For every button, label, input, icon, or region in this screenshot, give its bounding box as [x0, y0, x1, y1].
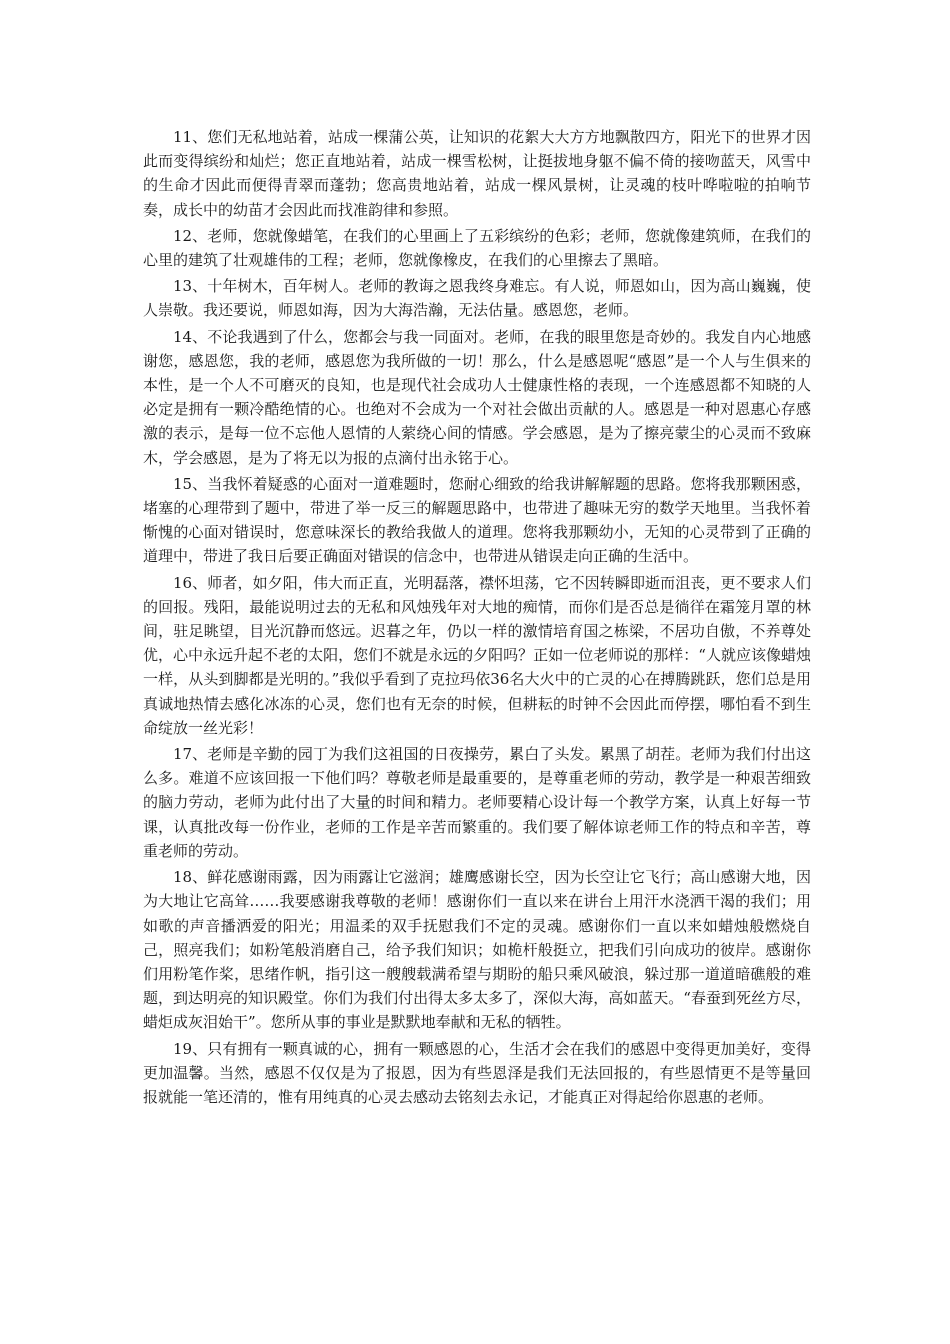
paragraph-11: 11、您们无私地站着，站成一棵蒲公英，让知识的花絮大大方方地飘散四方，阳光下的世界才因此而变得缤纷和灿烂；您正直地站着，站成一棵雪松树，让挺拔地身躯不偏不倚的接吻蓝天，风雪中的生命才因此而便得青翠而蓬勃；您高贵地站着，站成一棵风景树，让灵魂的枝叶哗啦啦的拍响节奏，成长中的幼苗才会因此而找准韵律和参照。 — [143, 128, 811, 219]
paragraph-13: 13、十年树木，百年树人。老师的教诲之恩我终身难忘。有人说，师恩如山，因为高山巍巍，使人崇敬。我还要说，师恩如海，因为大海浩瀚，无法估量。感恩您，老师。 — [143, 277, 811, 320]
paragraph-15: 15、当我怀着疑惑的心面对一道难题时，您耐心细致的给我讲解解题的思路。您将我那颗困惑，堵塞的心理带到了题中，带进了举一反三的解题思路中，也带进了趣味无穷的数学天地里。当我怀着惭愧的心面对错误时，您意味深长的教给我做人的道理。您将我那颗幼小，无知的心灵带到了正确的道理中，带进了我日后要正确面对错误的信念中，也带进从错误走向正确的生活中。 — [143, 474, 811, 566]
paragraph-14: 14、不论我遇到了什么，您都会与我一同面对。老师，在我的眼里您是奇妙的。我发自内心地感谢您，感恩您，我的老师，感恩您为我所做的一切！那么，什么是感恩呢“感恩”是一个人与生俱来的本性，是一个人不可磨灭的良知，也是现代社会成功人士健康性格的表现，一个连感恩都不知晓的人必定是拥有一颗冷酷绝情的心。也绝对不会成为一个对社会做出贡献的人。感恩是一种对恩惠心存感激的表示，是每一位不忘他人恩情的人萦绕心间的情感。学会感恩，是为了擦亮蒙尘的心灵而不致麻木，学会感恩，是为了将无以为报的点滴付出永铭于心。 — [143, 327, 811, 467]
paragraph-16: 16、师者，如夕阳，伟大而正直，光明磊落，襟怀坦荡，它不因转瞬即逝而沮丧，更不要求人们的回报。残阳，最能说明过去的无私和风烛残年对大地的痴情，而你们是否总是徜徉在霜笼月罩的林间，驻足眺望，目光沉静而悠远。迟暮之年，仍以一样的激情培育国之栋梁，不居功自傲，不养尊处优，心中永远升起不老的太阳，您们不就是永远的夕阳吗？正如一位老师说的那样：“人就应该像蜡烛一样，从头到脚都是光明的。”我似乎看到了克拉玛依36名大火中的亡灵的心在搏腾跳跃，您们总是用真诚地热情去感化冰冻的心灵，您们也有无奈的时候，但耕耘的时钟不会因此而停摆，哪怕看不到生命绽放一丝光彩！ — [143, 573, 811, 737]
document-body — [143, 125, 811, 1111]
paragraph-12: 12、老师，您就像蜡笔，在我们的心里画上了五彩缤纷的色彩；老师，您就像建筑师，在我们的心里的建筑了壮观雄伟的工程；老师，您就像橡皮，在我们的心里擦去了黑暗。 — [143, 226, 811, 270]
paragraph-19: 19、只有拥有一颗真诚的心，拥有一颗感恩的心，生活才会在我们的感恩中变得更加美好，变得更加温馨。当然，感恩不仅仅是为了报恩，因为有些恩泽是我们无法回报的，有些恩情更不是等量回报就能一笔还清的，惟有用纯真的心灵去感动去铭刻去永记，才能真正对得起给你恩惠的老师。 — [143, 1039, 811, 1106]
paragraph-17: 17、老师是辛勤的园丁为我们这祖国的日夜操劳，累白了头发。累黑了胡茬。老师为我们付出这么多。难道不应该回报一下他们吗？尊敬老师是最重要的，是尊重老师的劳动，教学是一种艰苦细致的脑力劳动，老师为此付出了大量的时间和精力。老师要精心设计每一个教学方案，认真上好每一节课，认真批改每一份作业，老师的工作是辛苦而繁重的。我们要了解体谅老师工作的特点和辛苦，尊重老师的劳动。 — [143, 745, 811, 860]
paragraph-18: 18、鲜花感谢雨露，因为雨露让它滋润；雄鹰感谢长空，因为长空让它飞行；高山感谢大地，因为大地让它高耸……我要感谢我尊敬的老师！感谢你们一直以来在讲台上用汗水浇洒干渴的我们；用如歌的声音播洒爱的阳光；用温柔的双手抚慰我们不定的灵魂。感谢你们一直以来如蜡烛般燃烧自己，照亮我们；如粉笔般消磨自己，给予我们知识；如桅杆般挺立，把我们引向成功的彼岸。感谢你们用粉笔作桨，思绪作帆，指引这一艘艘载满希望与期盼的船只乘风破浪，躲过那一道道暗礁般的难题，到达明亮的知识殿堂。你们为我们付出得太多太多了，深似大海，高如蓝天。“春蚕到死丝方尽，蜡炬成灰泪始干”。您所从事的事业是默默地奉献和无私的牺牲。 — [143, 868, 811, 1032]
